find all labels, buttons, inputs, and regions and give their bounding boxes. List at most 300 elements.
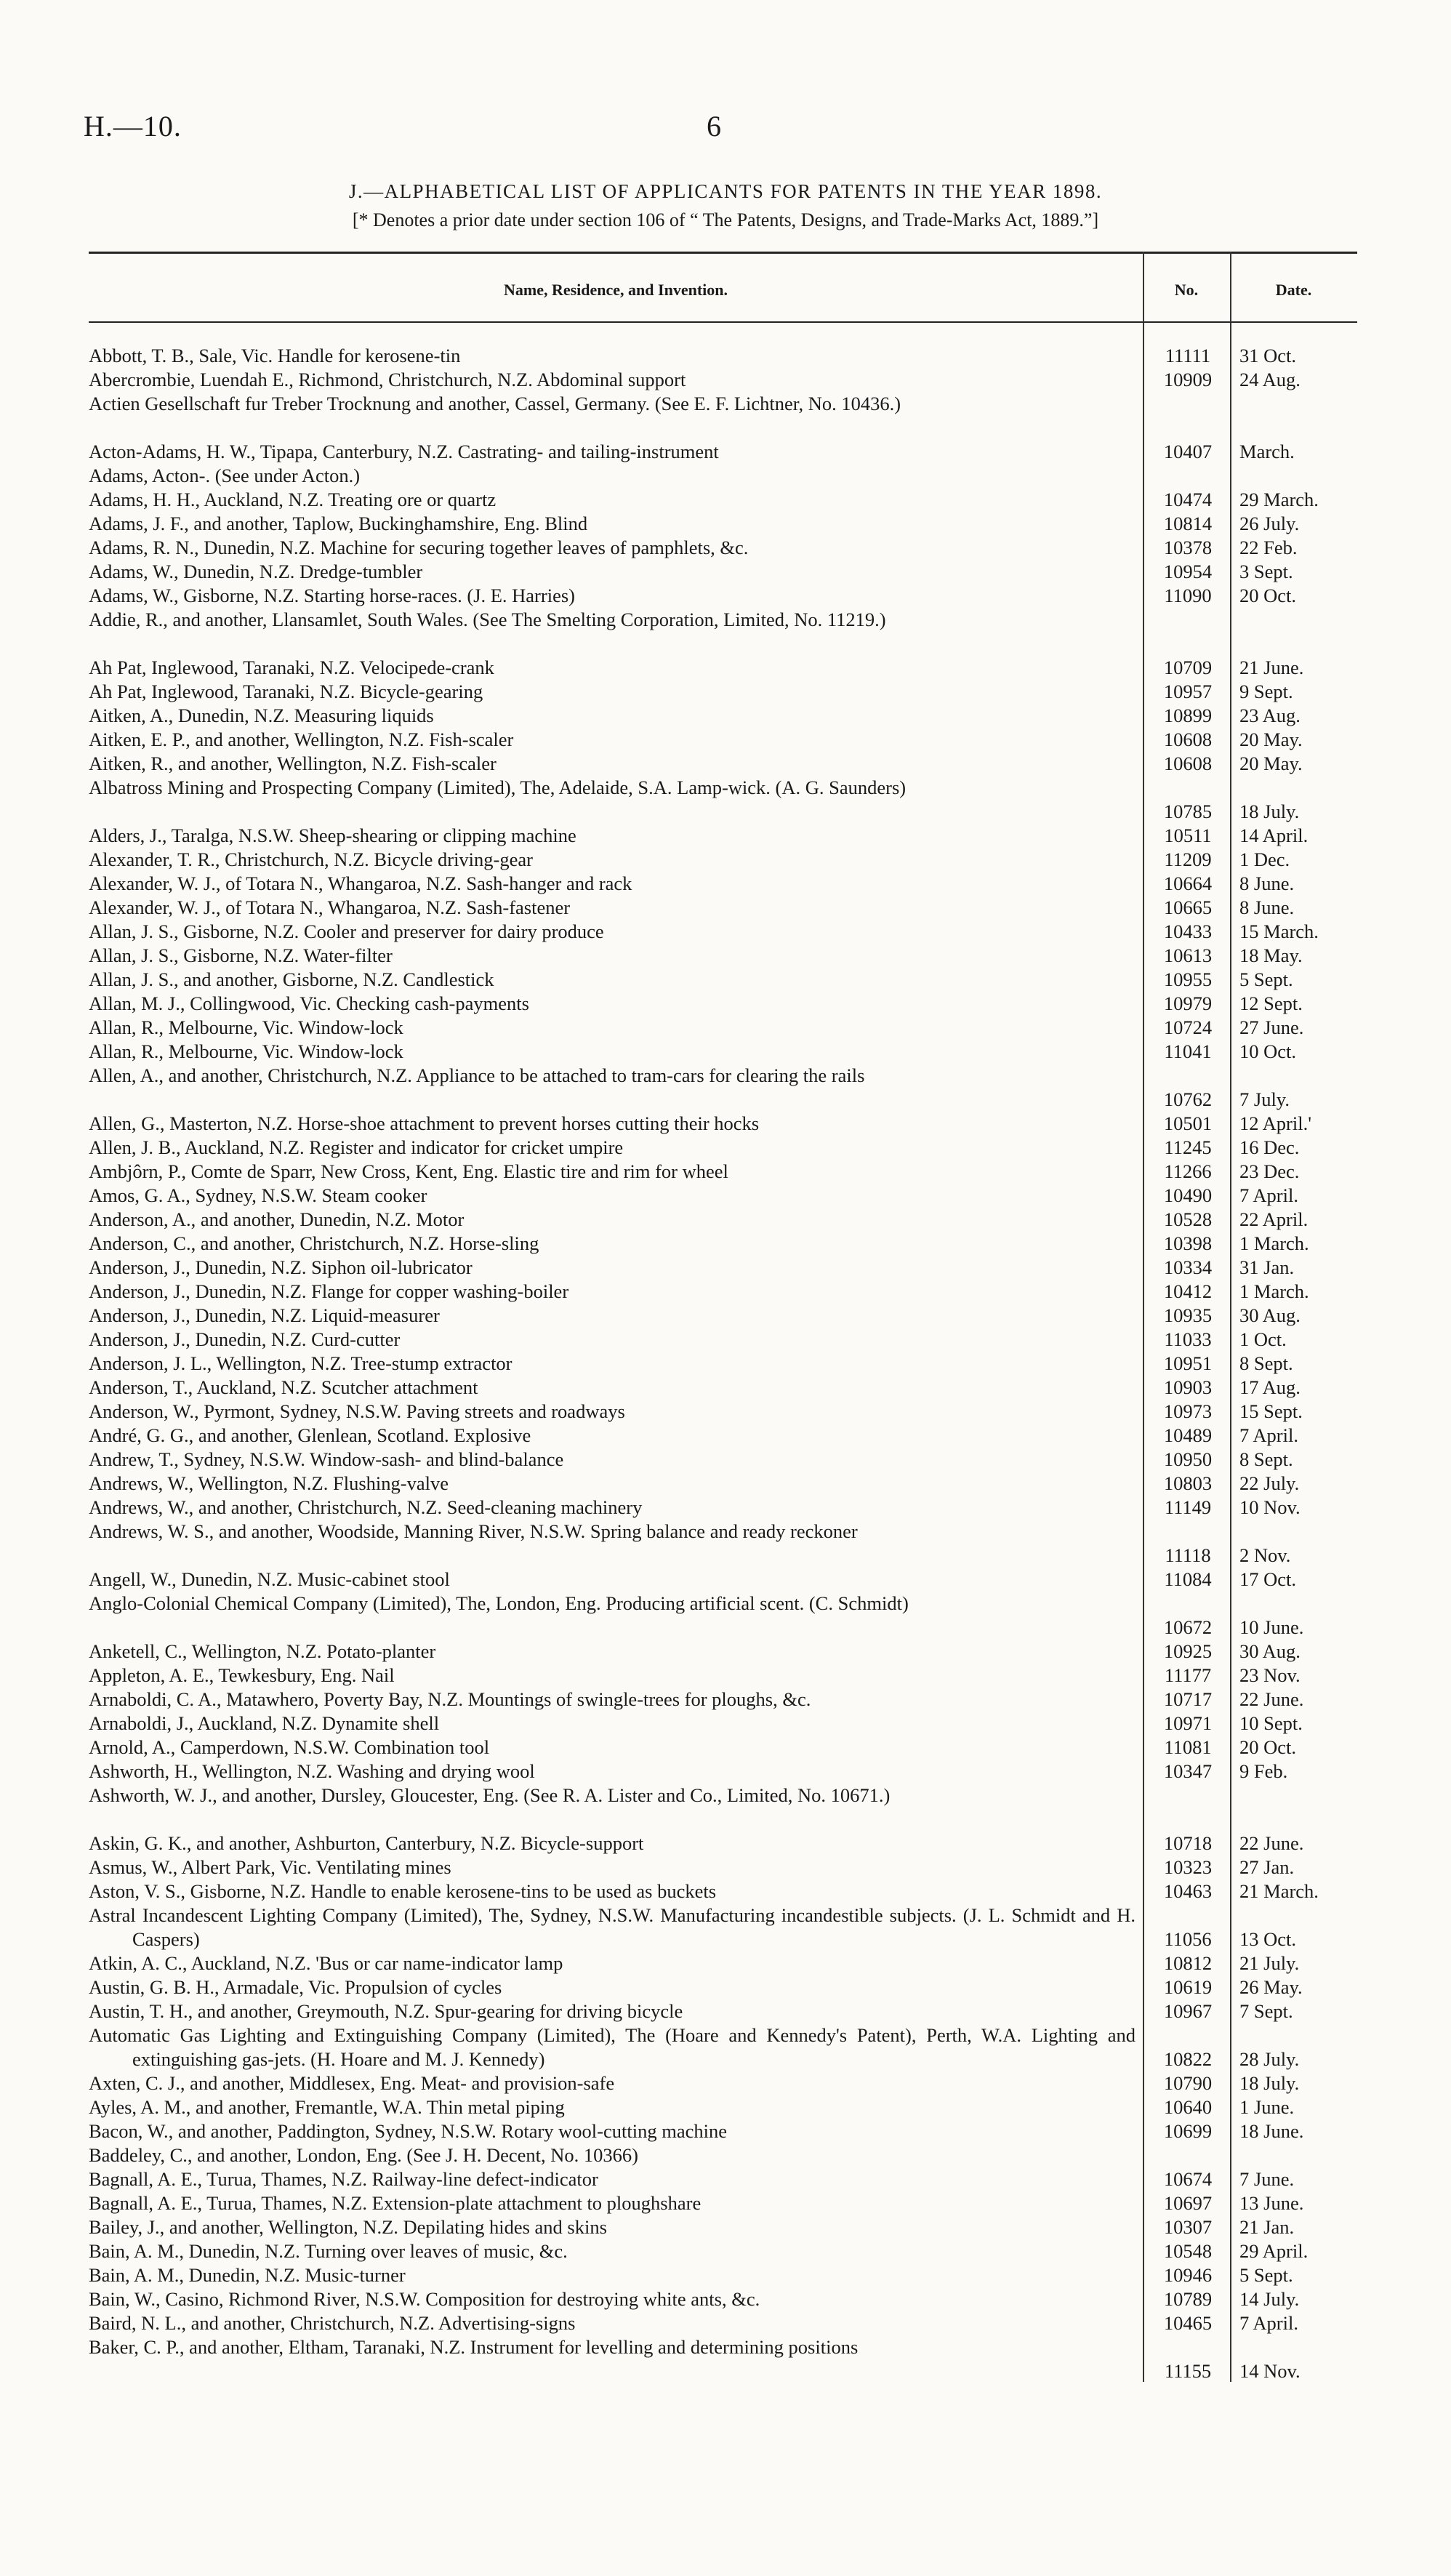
applicant-entry: Alexander, W. J., of Totara N., Whangaroa, N.Z. Sash-fastener bbox=[89, 896, 571, 918]
applicant-entry: Baddeley, C., and another, London, Eng. (See J. H. Decent, No. 10366) bbox=[89, 2144, 638, 2166]
patent-number: 10717 bbox=[1163, 1688, 1213, 1710]
applicant-entry: Aston, V. S., Gisborne, N.Z. Handle to enable kerosene-tins to be used as buckets bbox=[89, 1880, 717, 1902]
table-row bbox=[89, 1472, 1357, 1496]
applicant-entry: Arnold, A., Camperdown, N.S.W. Combination tool bbox=[89, 1736, 490, 1758]
patent-number: 10412 bbox=[1163, 1280, 1213, 1302]
patent-number: 10955 bbox=[1163, 968, 1213, 990]
applicant-entry: Addie, R., and another, Llansamlet, South Wales. (See The Smelting Corporation, Limited, No. 11219.) bbox=[89, 609, 886, 630]
table-row bbox=[89, 1136, 1357, 1160]
patent-number: 10501 bbox=[1163, 1112, 1213, 1134]
applicant-entry: Andrews, W., and another, Christchurch, N.Z. Seed-cleaning machinery bbox=[89, 1496, 643, 1518]
table-row bbox=[89, 2239, 1357, 2263]
application-date: 18 July. bbox=[1239, 801, 1300, 822]
applicant-entry: Ah Pat, Inglewood, Taranaki, N.Z. Velocipede-crank bbox=[89, 657, 494, 678]
application-date: 12 April.' bbox=[1239, 1112, 1311, 1134]
table-row bbox=[89, 2119, 1357, 2143]
application-date: 20 Oct. bbox=[1239, 585, 1297, 606]
applicant-entry: Allan, J. S., and another, Gisborne, N.Z. Candlestick bbox=[89, 968, 494, 990]
application-date: 2 Nov. bbox=[1239, 1544, 1291, 1566]
table-row bbox=[89, 1640, 1357, 1664]
application-date: 7 April. bbox=[1239, 1424, 1298, 1446]
patent-number: 10979 bbox=[1163, 992, 1213, 1014]
applicant-entry: André, G. G., and another, Glenlean, Scotland. Explosive bbox=[89, 1424, 531, 1446]
table-row bbox=[89, 584, 1357, 608]
table-row bbox=[89, 440, 1357, 464]
applicant-entry: Anderson, J. L., Wellington, N.Z. Tree-stump extractor bbox=[89, 1352, 513, 1374]
patent-number: 11081 bbox=[1164, 1736, 1212, 1758]
patent-number: 11245 bbox=[1164, 1136, 1212, 1158]
applicant-entry: Ah Pat, Inglewood, Taranaki, N.Z. Bicycle-gearing bbox=[89, 681, 483, 702]
application-date: 8 June. bbox=[1239, 872, 1295, 894]
applicant-entry: Abbott, T. B., Sale, Vic. Handle for kerosene-tin bbox=[89, 345, 461, 366]
table-row bbox=[89, 1831, 1357, 1855]
applicant-entry: Asmus, W., Albert Park, Vic. Ventilating mines bbox=[89, 1856, 451, 1878]
applicant-entry: Ayles, A. M., and another, Fremantle, W.A. Thin metal piping bbox=[89, 2096, 565, 2118]
applicant-entry: Anderson, J., Dunedin, N.Z. Curd-cutter bbox=[89, 1328, 401, 1350]
patent-number: 10334 bbox=[1163, 1256, 1213, 1278]
patent-number: 11041 bbox=[1164, 1040, 1212, 1062]
table-row bbox=[89, 1376, 1357, 1400]
patent-number: 10619 bbox=[1163, 1976, 1213, 1998]
table-row bbox=[89, 872, 1357, 896]
patent-number: 10814 bbox=[1163, 513, 1213, 534]
table-row bbox=[89, 464, 1357, 488]
table-row bbox=[89, 2311, 1357, 2335]
applicant-entry: Allan, J. S., Gisborne, N.Z. Cooler and preserver for dairy produce bbox=[89, 920, 604, 942]
patent-number: 10822 bbox=[1163, 2048, 1213, 2070]
page-subtitle: [* Denotes a prior date under section 106 of “ The Patents, Designs, and Trade-Marks Act, 1889.”] bbox=[352, 209, 1099, 230]
patent-number: 10790 bbox=[1163, 2072, 1213, 2094]
table-row bbox=[89, 2023, 1357, 2071]
patent-number: 10608 bbox=[1163, 753, 1213, 774]
applicant-entry: Astral Incandescent Lighting Company (Limited), The, Sydney, N.S.W. Manufacturing incandestible subjects. (J. L. Schmidt and H. Caspers) bbox=[89, 1904, 1136, 1950]
applicant-entry: Anderson, J., Dunedin, N.Z. Siphon oil-lubricator bbox=[89, 1256, 473, 1278]
application-date: 14 July. bbox=[1239, 2288, 1300, 2310]
table-row bbox=[89, 776, 1357, 824]
patent-number: 10463 bbox=[1163, 1880, 1213, 1902]
applicant-entry: Axten, C. J., and another, Middlesex, Eng. Meat- and provision-safe bbox=[89, 2072, 615, 2094]
applicant-entry: Bagnall, A. E., Turua, Thames, N.Z. Extension-plate attachment to ploughshare bbox=[89, 2192, 702, 2214]
applicant-entry: Alexander, T. R., Christchurch, N.Z. Bicycle driving-gear bbox=[89, 848, 533, 870]
application-date: 8 Sept. bbox=[1239, 1448, 1293, 1470]
patent-number: 11056 bbox=[1164, 1928, 1212, 1950]
table-row bbox=[89, 344, 1357, 368]
application-date: 31 Oct. bbox=[1239, 345, 1297, 366]
patent-number: 10718 bbox=[1163, 1832, 1213, 1854]
application-date: 20 May. bbox=[1239, 753, 1303, 774]
application-date: 26 July. bbox=[1239, 513, 1300, 534]
table-row bbox=[89, 656, 1357, 680]
patent-number: 10407 bbox=[1163, 441, 1213, 462]
applicant-entry: Bacon, W., and another, Paddington, Sydney, N.S.W. Rotary wool-cutting machine bbox=[89, 2120, 727, 2142]
application-date: 7 April. bbox=[1239, 1184, 1298, 1206]
application-date: 1 March. bbox=[1239, 1232, 1309, 1254]
application-date: 29 March. bbox=[1239, 489, 1319, 510]
patent-number: 10490 bbox=[1163, 1184, 1213, 1206]
patent-number: 10489 bbox=[1163, 1424, 1213, 1446]
table-row bbox=[89, 368, 1357, 392]
applicant-entry: Allan, M. J., Collingwood, Vic. Checking cash-payments bbox=[89, 992, 529, 1014]
patent-number: 11111 bbox=[1165, 345, 1211, 366]
table-row bbox=[89, 488, 1357, 512]
application-date: 30 Aug. bbox=[1239, 1304, 1301, 1326]
patent-number: 11084 bbox=[1164, 1568, 1212, 1590]
application-date: 17 Aug. bbox=[1239, 1376, 1301, 1398]
patent-number: 10548 bbox=[1163, 2240, 1213, 2262]
table-row bbox=[89, 560, 1357, 584]
applicant-entry: Allen, A., and another, Christchurch, N.Z. Appliance to be attached to tram-cars for clearing the rails bbox=[89, 1064, 865, 1086]
patent-number: 10665 bbox=[1163, 896, 1213, 918]
application-date: 13 Oct. bbox=[1239, 1928, 1297, 1950]
patent-number: 11033 bbox=[1164, 1328, 1212, 1350]
application-date: 1 March. bbox=[1239, 1280, 1309, 1302]
applicant-entry: Andrews, W., Wellington, N.Z. Flushing-valve bbox=[89, 1472, 449, 1494]
patent-number: 10433 bbox=[1163, 920, 1213, 942]
header-ref: H.—10. bbox=[84, 110, 182, 143]
table-row bbox=[89, 1424, 1357, 1448]
patent-number: 10946 bbox=[1163, 2264, 1213, 2286]
applicant-entry: Anderson, T., Auckland, N.Z. Scutcher attachment bbox=[89, 1376, 478, 1398]
application-date: 9 Sept. bbox=[1239, 681, 1293, 702]
table-row bbox=[89, 2191, 1357, 2215]
application-date: 21 March. bbox=[1239, 1880, 1319, 1902]
applicant-entry: Baker, C. P., and another, Eltham, Taranaki, N.Z. Instrument for levelling and determining positions bbox=[89, 2336, 859, 2358]
table-row bbox=[89, 1951, 1357, 1975]
application-date: 22 June. bbox=[1239, 1832, 1304, 1854]
applicant-entry: Alders, J., Taralga, N.S.W. Sheep-shearing or clipping machine bbox=[89, 824, 576, 846]
application-date: 18 July. bbox=[1239, 2072, 1300, 2094]
table-row bbox=[89, 1328, 1357, 1352]
patent-number: 11090 bbox=[1164, 585, 1212, 606]
applicant-entry: Aitken, E. P., and another, Wellington, N.Z. Fish-scaler bbox=[89, 729, 514, 750]
patent-number: 10664 bbox=[1163, 872, 1213, 894]
table-row bbox=[89, 1448, 1357, 1472]
patent-number: 10465 bbox=[1163, 2312, 1213, 2334]
patent-number: 11177 bbox=[1164, 1664, 1212, 1686]
application-date: 15 March. bbox=[1239, 920, 1319, 942]
header-rule bbox=[89, 321, 1357, 323]
patent-number: 10971 bbox=[1163, 1712, 1213, 1734]
page-title: J.—ALPHABETICAL LIST OF APPLICANTS FOR PATENTS IN THE YEAR 1898. bbox=[348, 180, 1103, 202]
applicant-entry: Adams, W., Gisborne, N.Z. Starting horse-races. (J. E. Harries) bbox=[89, 585, 575, 606]
patent-number: 11149 bbox=[1164, 1496, 1212, 1518]
patent-number: 10378 bbox=[1163, 537, 1213, 558]
table-row bbox=[89, 1304, 1357, 1328]
patent-number: 10935 bbox=[1163, 1304, 1213, 1326]
table-row bbox=[89, 1352, 1357, 1376]
table-row bbox=[89, 944, 1357, 968]
table-row bbox=[89, 1855, 1357, 1879]
patent-number: 10967 bbox=[1163, 2000, 1213, 2022]
patent-number: 10640 bbox=[1163, 2096, 1213, 2118]
table-row bbox=[89, 920, 1357, 944]
patent-number: 11118 bbox=[1165, 1544, 1211, 1566]
application-date: 8 Sept. bbox=[1239, 1352, 1293, 1374]
patent-number: 10674 bbox=[1163, 2168, 1213, 2190]
applicant-entry: Anderson, W., Pyrmont, Sydney, N.S.W. Paving streets and roadways bbox=[89, 1400, 625, 1422]
applicant-entry: Ambjôrn, P., Comte de Sparr, New Cross, Kent, Eng. Elastic tire and rim for wheel bbox=[89, 1160, 728, 1182]
table-row bbox=[89, 968, 1357, 992]
table-row bbox=[89, 1592, 1357, 1640]
applicant-entry: Adams, W., Dunedin, N.Z. Dredge-tumbler bbox=[89, 561, 423, 582]
applicant-entry: Aitken, A., Dunedin, N.Z. Measuring liquids bbox=[89, 705, 434, 726]
patent-number: 10347 bbox=[1163, 1760, 1213, 1782]
patent-number: 10973 bbox=[1163, 1400, 1213, 1422]
application-date: 7 April. bbox=[1239, 2312, 1298, 2334]
application-date: 17 Oct. bbox=[1239, 1568, 1297, 1590]
table-row bbox=[89, 1400, 1357, 1424]
applicant-entry: Adams, Acton-. (See under Acton.) bbox=[89, 465, 361, 486]
patent-number: 10812 bbox=[1163, 1952, 1213, 1974]
applicant-entry: Askin, G. K., and another, Ashburton, Canterbury, N.Z. Bicycle-support bbox=[89, 1832, 644, 1854]
application-date: 18 June. bbox=[1239, 2120, 1304, 2142]
application-date: 7 Sept. bbox=[1239, 2000, 1293, 2022]
table-row bbox=[89, 1496, 1357, 1520]
patent-number: 10724 bbox=[1163, 1016, 1213, 1038]
applicant-entry: Andrew, T., Sydney, N.S.W. Window-sash- and blind-balance bbox=[89, 1448, 564, 1470]
table-row bbox=[89, 392, 1357, 440]
applicant-entry: Adams, R. N., Dunedin, N.Z. Machine for securing together leaves of pamphlets, &c. bbox=[89, 537, 749, 558]
table-row bbox=[89, 1688, 1357, 1712]
table-row bbox=[89, 2263, 1357, 2287]
table-row bbox=[89, 848, 1357, 872]
application-date: 14 April. bbox=[1239, 824, 1309, 846]
applicant-entry: Andrews, W. S., and another, Woodside, Manning River, N.S.W. Spring balance and ready reckoner bbox=[89, 1520, 858, 1542]
applicant-entry: Adams, J. F., and another, Taplow, Buckinghamshire, Eng. Blind bbox=[89, 513, 588, 534]
applicant-entry: Austin, T. H., and another, Greymouth, N.Z. Spur-gearing for driving bicycle bbox=[89, 2000, 683, 2022]
table-row bbox=[89, 2095, 1357, 2119]
table-row bbox=[89, 1280, 1357, 1304]
patent-number: 10925 bbox=[1163, 1640, 1213, 1662]
patent-number: 10608 bbox=[1163, 729, 1213, 750]
applicant-entry: Alexander, W. J., of Totara N., Whangaroa, N.Z. Sash-hanger and rack bbox=[89, 872, 632, 894]
table-body bbox=[89, 344, 1357, 2383]
application-date: 9 Feb. bbox=[1239, 1760, 1288, 1782]
applicant-entry: Anderson, C., and another, Christchurch, N.Z. Horse-sling bbox=[89, 1232, 539, 1254]
applicant-entry: Appleton, A. E., Tewkesbury, Eng. Nail bbox=[89, 1664, 395, 1686]
table-row bbox=[89, 1736, 1357, 1760]
table-row bbox=[89, 1903, 1357, 1951]
table-row bbox=[89, 1112, 1357, 1136]
application-date: 27 June. bbox=[1239, 1016, 1304, 1038]
applicant-entry: Anderson, J., Dunedin, N.Z. Flange for copper washing-boiler bbox=[89, 1280, 569, 1302]
table-row bbox=[89, 824, 1357, 848]
applicant-entry: Allen, J. B., Auckland, N.Z. Register and indicator for cricket umpire bbox=[89, 1136, 624, 1158]
table-row bbox=[89, 1975, 1357, 1999]
application-date: 1 June. bbox=[1239, 2096, 1295, 2118]
applicant-entry: Automatic Gas Lighting and Extinguishing Company (Limited), The (Hoare and Kennedy's Patent), Perth, W.A. Lighting and extinguishing gas-jets. (H. Hoare and M. J. Kennedy) bbox=[89, 2024, 1136, 2070]
application-date: 22 April. bbox=[1239, 1208, 1309, 1230]
applicant-entry: Actien Gesellschaft fur Treber Trocknung and another, Cassel, Germany. (See E. F. Lichtner, No. 10436.) bbox=[89, 393, 901, 414]
table-row bbox=[89, 1760, 1357, 1783]
patent-number: 10511 bbox=[1164, 824, 1212, 846]
application-date: 23 Dec. bbox=[1239, 1160, 1300, 1182]
table-row bbox=[89, 2335, 1357, 2383]
application-date: March. bbox=[1239, 441, 1295, 462]
application-date: 20 Oct. bbox=[1239, 1736, 1297, 1758]
patent-number: 10613 bbox=[1163, 944, 1213, 966]
table-row bbox=[89, 2287, 1357, 2311]
application-date: 28 July. bbox=[1239, 2048, 1300, 2070]
applicant-entry: Arnaboldi, J., Auckland, N.Z. Dynamite shell bbox=[89, 1712, 440, 1734]
table-row bbox=[89, 2071, 1357, 2095]
application-date: 13 June. bbox=[1239, 2192, 1304, 2214]
application-date: 21 July. bbox=[1239, 1952, 1300, 1974]
application-date: 21 Jan. bbox=[1239, 2216, 1295, 2238]
applicant-entry: Amos, G. A., Sydney, N.S.W. Steam cooker bbox=[89, 1184, 427, 1206]
patent-number: 10672 bbox=[1163, 1616, 1213, 1638]
application-date: 20 May. bbox=[1239, 729, 1303, 750]
patent-number: 10909 bbox=[1163, 369, 1213, 390]
applicant-entry: Bain, W., Casino, Richmond River, N.S.W. Composition for destroying white ants, &c. bbox=[89, 2288, 760, 2310]
applicant-entry: Anderson, J., Dunedin, N.Z. Liquid-measurer bbox=[89, 1304, 440, 1326]
patent-number: 11155 bbox=[1164, 2360, 1212, 2382]
application-date: 1 Oct. bbox=[1239, 1328, 1287, 1350]
applicant-entry: Austin, G. B. H., Armadale, Vic. Propulsion of cycles bbox=[89, 1976, 502, 1998]
application-date: 29 April. bbox=[1239, 2240, 1309, 2262]
application-date: 14 Nov. bbox=[1239, 2360, 1301, 2382]
applicant-entry: Bailey, J., and another, Wellington, N.Z. Depilating hides and skins bbox=[89, 2216, 607, 2238]
patent-number: 10762 bbox=[1163, 1088, 1213, 1110]
patent-number: 10323 bbox=[1163, 1856, 1213, 1878]
application-date: 22 Feb. bbox=[1239, 537, 1298, 558]
table-row bbox=[89, 1664, 1357, 1688]
applicant-entry: Ashworth, H., Wellington, N.Z. Washing and drying wool bbox=[89, 1760, 535, 1782]
applicant-entry: Bain, A. M., Dunedin, N.Z. Turning over leaves of music, &c. bbox=[89, 2240, 568, 2262]
application-date: 31 Jan. bbox=[1239, 1256, 1295, 1278]
column-header-no: No. bbox=[1174, 281, 1199, 299]
application-date: 30 Aug. bbox=[1239, 1640, 1301, 1662]
table-row bbox=[89, 608, 1357, 656]
patent-number: 10954 bbox=[1163, 561, 1213, 582]
patent-number: 10957 bbox=[1163, 681, 1213, 702]
patent-number: 10789 bbox=[1163, 2288, 1213, 2310]
patent-number: 11266 bbox=[1164, 1160, 1212, 1182]
table-row bbox=[89, 896, 1357, 920]
application-date: 5 Sept. bbox=[1239, 968, 1293, 990]
table-row bbox=[89, 1040, 1357, 1064]
application-date: 27 Jan. bbox=[1239, 1856, 1295, 1878]
applicant-entry: Ashworth, W. J., and another, Dursley, Gloucester, Eng. (See R. A. Lister and Co., Limited, No. 10671.) bbox=[89, 1784, 891, 1806]
patent-number: 10709 bbox=[1163, 657, 1213, 678]
table-row bbox=[89, 1879, 1357, 1903]
table-row bbox=[89, 2215, 1357, 2239]
application-date: 16 Dec. bbox=[1239, 1136, 1300, 1158]
patent-number: 11209 bbox=[1164, 848, 1212, 870]
table-row bbox=[89, 1712, 1357, 1736]
application-date: 10 Oct. bbox=[1239, 1040, 1297, 1062]
patent-number: 10903 bbox=[1163, 1376, 1213, 1398]
application-date: 15 Sept. bbox=[1239, 1400, 1303, 1422]
patent-number: 10899 bbox=[1163, 705, 1213, 726]
applicant-entry: Allen, G., Masterton, N.Z. Horse-shoe attachment to prevent horses cutting their hocks bbox=[89, 1112, 760, 1134]
table-row bbox=[89, 752, 1357, 776]
applicant-entry: Albatross Mining and Prospecting Company (Limited), The, Adelaide, S.A. Lamp-wick. (A. G. Saunders) bbox=[89, 777, 907, 798]
applicant-entry: Arnaboldi, C. A., Matawhero, Poverty Bay, N.Z. Mountings of swingle-trees for ploughs, &c. bbox=[89, 1688, 811, 1710]
application-date: 22 June. bbox=[1239, 1688, 1304, 1710]
application-date: 10 Sept. bbox=[1239, 1712, 1303, 1734]
patent-table bbox=[89, 252, 1357, 2382]
application-date: 1 Dec. bbox=[1239, 848, 1290, 870]
applicant-entry: Anketell, C., Wellington, N.Z. Potato-planter bbox=[89, 1640, 436, 1662]
application-date: 12 Sept. bbox=[1239, 992, 1303, 1014]
applicant-entry: Aitken, R., and another, Wellington, N.Z. Fish-scaler bbox=[89, 753, 497, 774]
application-date: 7 July. bbox=[1239, 1088, 1290, 1110]
patent-number: 10307 bbox=[1163, 2216, 1213, 2238]
patent-number: 10803 bbox=[1163, 1472, 1213, 1494]
applicant-entry: Allan, J. S., Gisborne, N.Z. Water-filter bbox=[89, 944, 393, 966]
table-row bbox=[89, 1783, 1357, 1831]
patent-number: 10950 bbox=[1163, 1448, 1213, 1470]
patent-number: 10697 bbox=[1163, 2192, 1213, 2214]
application-date: 21 June. bbox=[1239, 657, 1304, 678]
patent-number: 10699 bbox=[1163, 2120, 1213, 2142]
table-row bbox=[89, 1520, 1357, 1568]
application-date: 26 May. bbox=[1239, 1976, 1303, 1998]
table-row bbox=[89, 536, 1357, 560]
table-row bbox=[89, 1256, 1357, 1280]
applicant-entry: Adams, H. H., Auckland, N.Z. Treating ore or quartz bbox=[89, 489, 497, 510]
applicant-entry: Bagnall, A. E., Turua, Thames, N.Z. Railway-line defect-indicator bbox=[89, 2168, 598, 2190]
patent-number: 10398 bbox=[1163, 1232, 1213, 1254]
applicant-entry: Allan, R., Melbourne, Vic. Window-lock bbox=[89, 1040, 403, 1062]
table-row bbox=[89, 1064, 1357, 1112]
applicant-entry: Atkin, A. C., Auckland, N.Z. 'Bus or car name-indicator lamp bbox=[89, 1952, 563, 1974]
application-date: 23 Aug. bbox=[1239, 705, 1301, 726]
table-row bbox=[89, 1016, 1357, 1040]
table-row bbox=[89, 680, 1357, 704]
applicant-entry: Angell, W., Dunedin, N.Z. Music-cabinet stool bbox=[89, 1568, 450, 1590]
application-date: 8 June. bbox=[1239, 896, 1295, 918]
application-date: 18 May. bbox=[1239, 944, 1303, 966]
page-number: 6 bbox=[707, 110, 721, 143]
applicant-entry: Allan, R., Melbourne, Vic. Window-lock bbox=[89, 1016, 403, 1038]
application-date: 23 Nov. bbox=[1239, 1664, 1301, 1686]
table-row bbox=[89, 728, 1357, 752]
column-header-date: Date. bbox=[1275, 281, 1312, 299]
table-row bbox=[89, 1999, 1357, 2023]
applicant-entry: Anderson, A., and another, Dunedin, N.Z. Motor bbox=[89, 1208, 465, 1230]
applicant-entry: Bain, A. M., Dunedin, N.Z. Music-turner bbox=[89, 2264, 406, 2286]
application-date: 5 Sept. bbox=[1239, 2264, 1293, 2286]
application-date: 24 Aug. bbox=[1239, 369, 1301, 390]
column-header-name: Name, Residence, and Invention. bbox=[503, 281, 728, 299]
applicant-entry: Acton-Adams, H. W., Tipapa, Canterbury, N.Z. Castrating- and tailing-instrument bbox=[89, 441, 719, 462]
top-rule bbox=[89, 252, 1357, 254]
patent-number: 10951 bbox=[1163, 1352, 1213, 1374]
applicant-entry: Abercrombie, Luendah E., Richmond, Christchurch, N.Z. Abdominal support bbox=[89, 369, 686, 390]
application-date: 3 Sept. bbox=[1239, 561, 1293, 582]
table-row bbox=[89, 1184, 1357, 1208]
applicant-entry: Baird, N. L., and another, Christchurch, N.Z. Advertising-signs bbox=[89, 2312, 576, 2334]
table-row bbox=[89, 2167, 1357, 2191]
table-row bbox=[89, 1232, 1357, 1256]
application-date: 10 June. bbox=[1239, 1616, 1304, 1638]
table-row bbox=[89, 1568, 1357, 1592]
patent-number: 10528 bbox=[1163, 1208, 1213, 1230]
table-row bbox=[89, 1160, 1357, 1184]
application-date: 7 June. bbox=[1239, 2168, 1295, 2190]
table-row bbox=[89, 2143, 1357, 2167]
patent-number: 10785 bbox=[1163, 801, 1213, 822]
table-row bbox=[89, 704, 1357, 728]
table-row bbox=[89, 1208, 1357, 1232]
patent-number: 10474 bbox=[1163, 489, 1213, 510]
table-row bbox=[89, 512, 1357, 536]
applicant-entry: Anglo-Colonial Chemical Company (Limited), The, London, Eng. Producing artificial scent. (C. Schmidt) bbox=[89, 1592, 909, 1614]
table-row bbox=[89, 992, 1357, 1016]
application-date: 22 July. bbox=[1239, 1472, 1300, 1494]
